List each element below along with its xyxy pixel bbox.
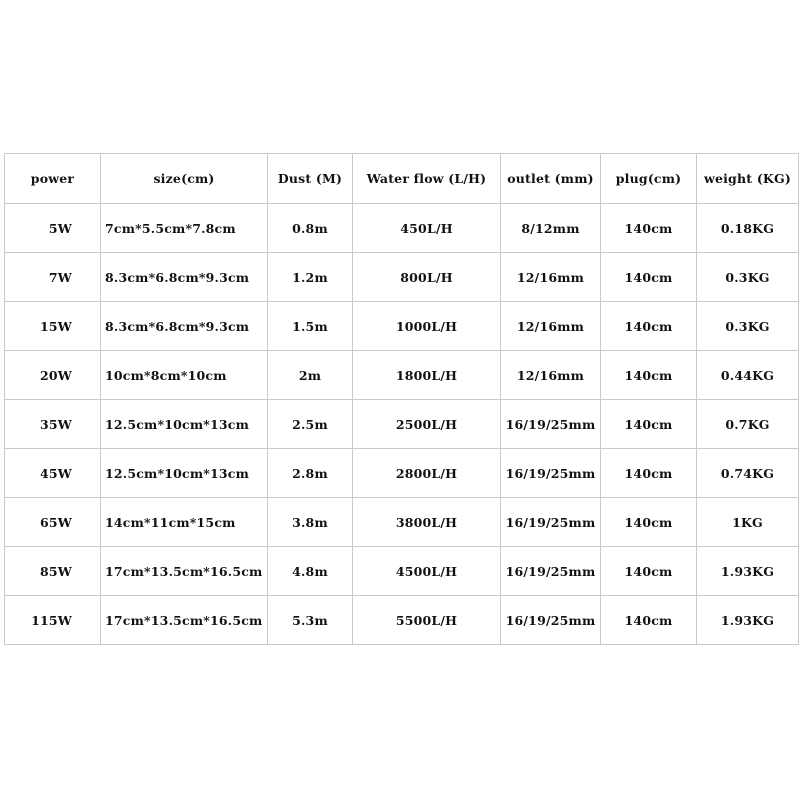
cell-size: 12.5cm*10cm*13cm xyxy=(101,449,268,498)
cell-outlet: 12/16mm xyxy=(501,302,601,351)
cell-weight: 0.44KG xyxy=(697,351,799,400)
cell-power: 115W xyxy=(5,596,101,645)
header-plug: plug(cm) xyxy=(601,154,697,204)
cell-weight: 1KG xyxy=(697,498,799,547)
cell-dust: 5.3m xyxy=(268,596,353,645)
header-row xyxy=(5,154,799,204)
cell-size: 12.5cm*10cm*13cm xyxy=(101,400,268,449)
cell-dust: 4.8m xyxy=(268,547,353,596)
cell-dust: 2.5m xyxy=(268,400,353,449)
cell-weight: 1.93KG xyxy=(697,596,799,645)
cell-plug: 140cm xyxy=(601,302,697,351)
cell-power: 65W xyxy=(5,498,101,547)
cell-plug: 140cm xyxy=(601,400,697,449)
header-size: size(cm) xyxy=(101,154,268,204)
cell-power: 85W xyxy=(5,547,101,596)
cell-outlet: 16/19/25mm xyxy=(501,400,601,449)
cell-water-flow: 3800L/H xyxy=(353,498,501,547)
cell-water-flow: 5500L/H xyxy=(353,596,501,645)
cell-size: 8.3cm*6.8cm*9.3cm xyxy=(101,302,268,351)
header-water-flow: Water flow (L/H) xyxy=(353,154,501,204)
header-dust: Dust (M) xyxy=(268,154,353,204)
cell-weight: 0.74KG xyxy=(697,449,799,498)
cell-outlet: 16/19/25mm xyxy=(501,547,601,596)
cell-plug: 140cm xyxy=(601,204,697,253)
cell-plug: 140cm xyxy=(601,449,697,498)
cell-outlet: 12/16mm xyxy=(501,253,601,302)
spec-table-body xyxy=(5,204,799,645)
header-outlet: outlet (mm) xyxy=(501,154,601,204)
cell-plug: 140cm xyxy=(601,253,697,302)
cell-size: 14cm*11cm*15cm xyxy=(101,498,268,547)
cell-water-flow: 450L/H xyxy=(353,204,501,253)
header-weight: weight (KG) xyxy=(697,154,799,204)
cell-outlet: 16/19/25mm xyxy=(501,449,601,498)
cell-water-flow: 800L/H xyxy=(353,253,501,302)
cell-outlet: 12/16mm xyxy=(501,351,601,400)
table-row xyxy=(5,302,799,351)
cell-dust: 0.8m xyxy=(268,204,353,253)
cell-water-flow: 4500L/H xyxy=(353,547,501,596)
cell-size: 17cm*13.5cm*16.5cm xyxy=(101,596,268,645)
cell-power: 35W xyxy=(5,400,101,449)
cell-dust: 1.2m xyxy=(268,253,353,302)
cell-power: 20W xyxy=(5,351,101,400)
cell-water-flow: 2800L/H xyxy=(353,449,501,498)
cell-water-flow: 1800L/H xyxy=(353,351,501,400)
cell-plug: 140cm xyxy=(601,596,697,645)
table-row xyxy=(5,400,799,449)
table-row xyxy=(5,498,799,547)
cell-dust: 2m xyxy=(268,351,353,400)
cell-water-flow: 2500L/H xyxy=(353,400,501,449)
cell-weight: 0.18KG xyxy=(697,204,799,253)
cell-weight: 1.93KG xyxy=(697,547,799,596)
cell-outlet: 16/19/25mm xyxy=(501,596,601,645)
cell-weight: 0.7KG xyxy=(697,400,799,449)
table-row xyxy=(5,449,799,498)
cell-weight: 0.3KG xyxy=(697,302,799,351)
cell-size: 17cm*13.5cm*16.5cm xyxy=(101,547,268,596)
cell-weight: 0.3KG xyxy=(697,253,799,302)
cell-dust: 3.8m xyxy=(268,498,353,547)
cell-plug: 140cm xyxy=(601,498,697,547)
cell-dust: 2.8m xyxy=(268,449,353,498)
cell-power: 15W xyxy=(5,302,101,351)
table-row xyxy=(5,596,799,645)
cell-power: 7W xyxy=(5,253,101,302)
cell-size: 7cm*5.5cm*7.8cm xyxy=(101,204,268,253)
table-row xyxy=(5,204,799,253)
table-row xyxy=(5,547,799,596)
cell-power: 45W xyxy=(5,449,101,498)
cell-water-flow: 1000L/H xyxy=(353,302,501,351)
cell-plug: 140cm xyxy=(601,351,697,400)
cell-plug: 140cm xyxy=(601,547,697,596)
table-row xyxy=(5,253,799,302)
cell-size: 8.3cm*6.8cm*9.3cm xyxy=(101,253,268,302)
table-row xyxy=(5,351,799,400)
spec-table xyxy=(4,153,799,645)
cell-outlet: 8/12mm xyxy=(501,204,601,253)
header-power: power xyxy=(5,154,101,204)
cell-dust: 1.5m xyxy=(268,302,353,351)
cell-outlet: 16/19/25mm xyxy=(501,498,601,547)
cell-power: 5W xyxy=(5,204,101,253)
cell-size: 10cm*8cm*10cm xyxy=(101,351,268,400)
